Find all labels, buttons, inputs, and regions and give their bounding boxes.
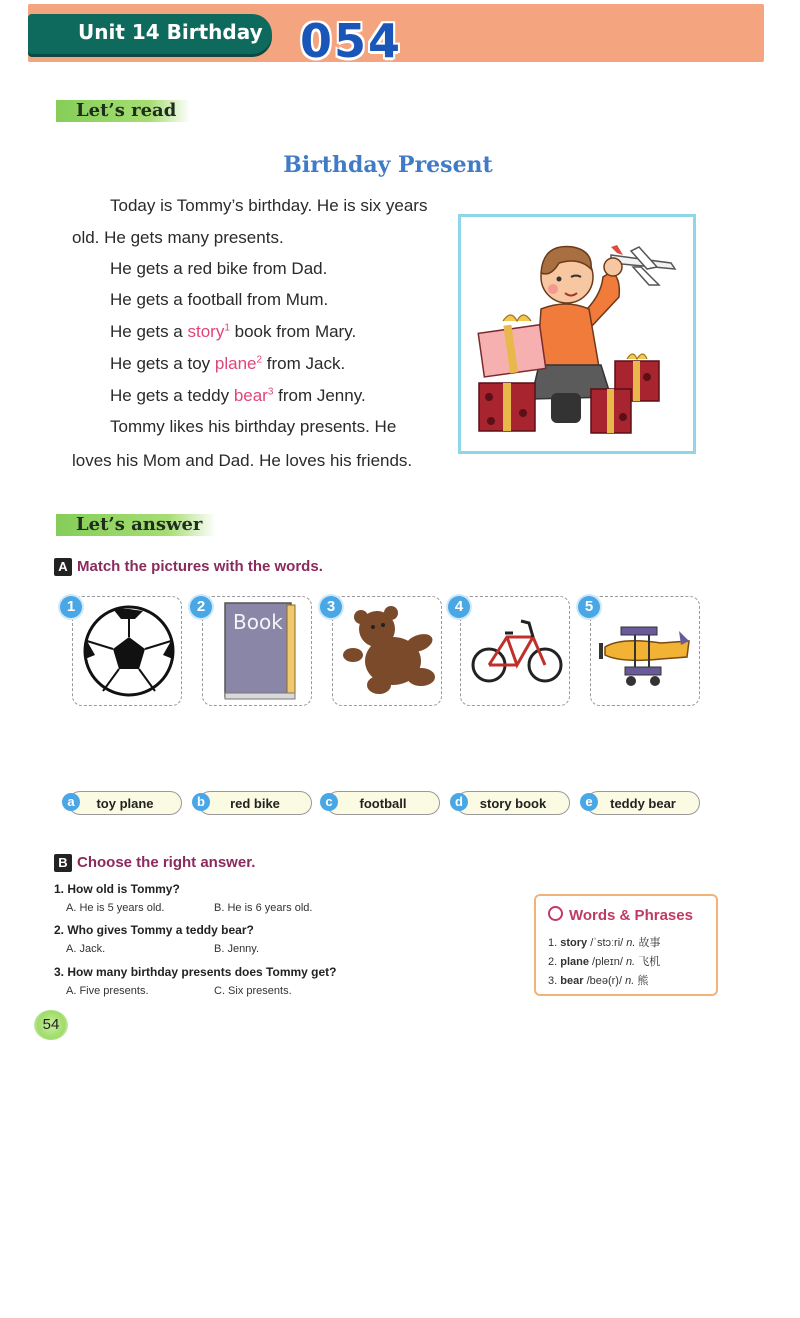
svg-text:Book: Book bbox=[233, 610, 283, 634]
picture-number: 5 bbox=[578, 596, 600, 618]
task-b-instruction: Choose the right answer. bbox=[77, 854, 256, 871]
story-line: He gets a story$^1$ book from Mary. bbox=[110, 322, 357, 341]
toy-plane-icon bbox=[591, 597, 699, 705]
teddy-bear-icon bbox=[333, 597, 441, 705]
word-letter: a bbox=[62, 793, 80, 811]
picture-card-3[interactable] bbox=[332, 596, 442, 706]
story-line: Today is Tommy’s birthday. He is six years bbox=[110, 196, 428, 215]
vocab-entry: 3. bear /beə(r)/ n. 熊 bbox=[548, 975, 649, 987]
words-phrases-title: Words & Phrases bbox=[548, 906, 693, 924]
story-illustration bbox=[458, 214, 696, 454]
word-option-c[interactable]: football bbox=[326, 791, 440, 815]
word-option-b[interactable]: red bike bbox=[198, 791, 312, 815]
question-3: 3. How many birthday presents does Tommy get? bbox=[54, 965, 337, 979]
story-title: Birthday Present bbox=[283, 152, 493, 178]
word-letter: b bbox=[192, 793, 210, 811]
answer-option[interactable]: A. Jack. bbox=[66, 943, 106, 955]
picture-number: 2 bbox=[190, 596, 212, 618]
book-icon bbox=[203, 597, 311, 705]
task-letter: B bbox=[54, 854, 72, 872]
story-line: loves his Mom and Dad. He loves his friends. bbox=[72, 451, 413, 470]
answer-option[interactable]: C. Six presents. bbox=[214, 985, 292, 997]
word-option-a[interactable]: toy plane bbox=[68, 791, 182, 815]
story-line: He gets a red bike from Dad. bbox=[110, 259, 328, 278]
vocab-entry: 1. story /ˈstɔːri/ n. 故事 bbox=[548, 937, 661, 949]
vocab-entry: 2. plane /pleɪn/ n. 飞机 bbox=[548, 956, 661, 968]
word-option-e[interactable]: teddy bear bbox=[586, 791, 700, 815]
section-label-answer: Let’s answer bbox=[56, 514, 216, 536]
story-line: He gets a toy plane$^2$ from Jack. bbox=[110, 354, 346, 373]
gift-box-icon bbox=[478, 315, 546, 431]
task-a-instruction: Match the pictures with the words. bbox=[77, 558, 323, 575]
question-1: 1. How old is Tommy? bbox=[54, 882, 180, 896]
unit-tab bbox=[28, 14, 272, 54]
story-line: old. He gets many presents. bbox=[72, 228, 284, 247]
words-phrases-box bbox=[534, 894, 718, 996]
section-label-read: Let’s read bbox=[56, 100, 190, 122]
story-line: Tommy likes his birthday presents. He bbox=[110, 417, 397, 436]
picture-number: 3 bbox=[320, 596, 342, 618]
vocab-word-story: story bbox=[187, 322, 225, 341]
circle-icon bbox=[548, 906, 563, 921]
task-a-heading bbox=[54, 558, 323, 576]
question-2: 2. Who gives Tommy a teddy bear? bbox=[54, 923, 254, 937]
picture-card-4[interactable] bbox=[460, 596, 570, 706]
task-b-heading bbox=[54, 854, 255, 872]
word-option-d[interactable]: story book bbox=[456, 791, 570, 815]
answer-option[interactable]: B. Jenny. bbox=[214, 943, 260, 955]
picture-card-5[interactable] bbox=[590, 596, 700, 706]
picture-number: 4 bbox=[448, 596, 470, 618]
vocab-word-bear: bear bbox=[233, 386, 268, 405]
picture-card-2[interactable] bbox=[202, 596, 312, 706]
page-number: 54 bbox=[34, 1010, 68, 1040]
answer-option[interactable]: B. He is 6 years old. bbox=[214, 902, 313, 914]
word-letter: d bbox=[450, 793, 468, 811]
word-letter: e bbox=[580, 793, 598, 811]
football-icon bbox=[73, 597, 181, 705]
word-letter: c bbox=[320, 793, 338, 811]
picture-number: 1 bbox=[60, 596, 82, 618]
page-code: 054 bbox=[300, 14, 403, 68]
task-letter: A bbox=[54, 558, 72, 576]
vocab-word-plane: plane bbox=[214, 354, 257, 373]
answer-option[interactable]: A. He is 5 years old. bbox=[66, 902, 165, 914]
story-line: He gets a football from Mum. bbox=[110, 290, 329, 309]
bike-icon bbox=[461, 597, 569, 705]
answer-option[interactable]: A. Five presents. bbox=[66, 985, 149, 997]
story-line: He gets a teddy bear$^3$ from Jenny. bbox=[110, 386, 366, 405]
picture-card-1[interactable] bbox=[72, 596, 182, 706]
unit-title: Unit 14 Birthday bbox=[78, 20, 263, 44]
